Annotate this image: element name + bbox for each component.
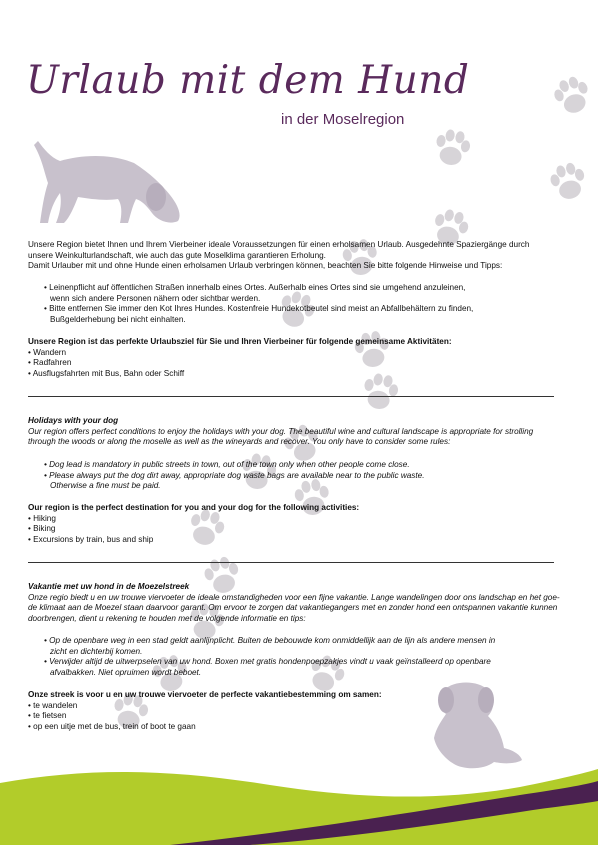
german-intro-line: Unsere Region bietet Ihnen und Ihrem Vierbeiner ideale Voraussetzungen für einen erholsamen Urlaub. Ausgedehnte Spaziergänge durch — [28, 240, 530, 249]
german-rule-1-cont: wenn sich andere Personen nähern oder sichtbar werden. — [50, 293, 261, 303]
german-rule-2-cont: Bußgelderhebung bei nicht einhalten. — [50, 314, 186, 324]
sniffing-dog-illustration — [30, 135, 190, 230]
list-item: • Ausflugsfahrten mit Bus, Bahn oder Schiff — [28, 368, 185, 378]
list-item: • Hiking — [28, 513, 56, 523]
dutch-activities — [28, 690, 382, 732]
list-item: • te fietsen — [28, 711, 67, 721]
paw-icon — [550, 73, 594, 118]
german-intro-line: unsere Weinkulturlandschaft, wie auch das gute Moselklima garantieren Erholung. — [28, 250, 326, 260]
english-rule-2-cont: Otherwise a fine must be paid. — [50, 481, 161, 491]
section-divider — [28, 562, 554, 563]
page-title: Urlaub mit dem Hund — [26, 58, 470, 103]
german-rule-2: • Bitte entfernen Sie immer den Kot Ihres Hundes. Kostenfreie Hundekotbeutel sind meist an Abfallbehältern zu finden, — [44, 304, 474, 314]
english-rule-2: • Please always put the dog dirt away, appropriate dog waste bags are available near to the public waste. — [44, 470, 425, 480]
english-activities — [28, 503, 359, 545]
dutch-rule-1: • Op de openbare weg in een stad geldt aanlijnplicht. Buiten de bebouwde kom onmiddellijk aan de lijn als andere mensen in — [44, 636, 496, 645]
german-section — [28, 240, 529, 272]
english-rule-1: • Dog lead is mandatory in public streets in town, out of the town only when other people come close. — [44, 460, 410, 469]
list-item: • op een uitje met de bus, trein of boot te gaan — [28, 721, 196, 731]
list-item: • te wandelen — [28, 700, 78, 710]
dutch-activities-heading: Onze streek is voor u en uw trouwe viervoeter de perfecte vakantiebestemming om samen: — [28, 690, 382, 699]
english-intro-line: through the woods or along the moselle as well as the wineyards and recover. You only have to consider some rules: — [28, 437, 451, 447]
dutch-intro-line: doorbrengen, dient u rekening te houden met de volgende informatie en tips: — [28, 613, 306, 623]
english-heading: Holidays with your dog — [28, 416, 119, 425]
list-item: • Wandern — [28, 347, 67, 357]
dutch-rule-2: • Verwijder altijd de uitwerpselen van uw hond. Boxen met gratis hondenpoepzakjes vindt u vaak geïnstalleerd op openbare — [44, 657, 491, 667]
english-intro-line: Our region offers perfect conditions to enjoy the holidays with your dog. The beautiful wine and cultural landscape is appropriate for strolling — [28, 426, 534, 436]
list-item: • Excursions by train, bus and ship — [28, 534, 154, 544]
german-rules — [44, 283, 473, 325]
list-item: • Radfahren — [28, 358, 72, 368]
page-subtitle: in der Moselregion — [281, 111, 405, 128]
english-rules — [44, 460, 424, 492]
dutch-heading: Vakantie met uw hond in de Moezelstreek — [28, 582, 190, 591]
dutch-rule-2-cont: afvalbakken. Niet opruimen wordt beboet. — [50, 667, 202, 677]
bottom-wave-decoration — [0, 735, 598, 845]
list-item: • Biking — [28, 524, 56, 534]
english-section — [28, 416, 533, 448]
paw-icon — [547, 160, 589, 203]
english-activities-heading: Our region is the perfect destination for you and your dog for the following activities: — [28, 503, 360, 512]
dutch-rules — [44, 636, 495, 678]
german-activities — [28, 337, 452, 379]
dutch-intro-line: de klimaat aan de Moezel staan daarvoor garant. Om ervoor te zorgen dat vakantiegangers met en zonder hond een ontspannen vakantie kunnen — [28, 603, 558, 613]
german-rule-1: • Leinenpflicht auf öffentlichen Straßen innerhalb eines Ortes. Außerhalb eines Ortes sind sie umgehend anzuleinen, — [44, 283, 466, 292]
dutch-intro-line: Onze regio biedt u en uw trouwe viervoeter de ideale omstandigheden voor een fijne vakantie. Lange wandelingen door ons landschap en het goe- — [28, 592, 560, 602]
dutch-section — [28, 582, 560, 624]
german-activities-heading: Unsere Region ist das perfekte Urlaubsziel für Sie und Ihren Vierbeiner für folgende gemeinsame Aktivitäten: — [28, 337, 452, 346]
paw-icon — [433, 127, 473, 167]
dutch-rule-1-cont: zicht en dichterbij komen. — [50, 646, 143, 656]
section-divider — [28, 396, 554, 397]
german-intro-line: Damit Urlauber mit und ohne Hunde einen erholsamen Urlaub verbringen können, beachten Sie bitte folgende Hinweise und Tipps: — [28, 261, 503, 271]
